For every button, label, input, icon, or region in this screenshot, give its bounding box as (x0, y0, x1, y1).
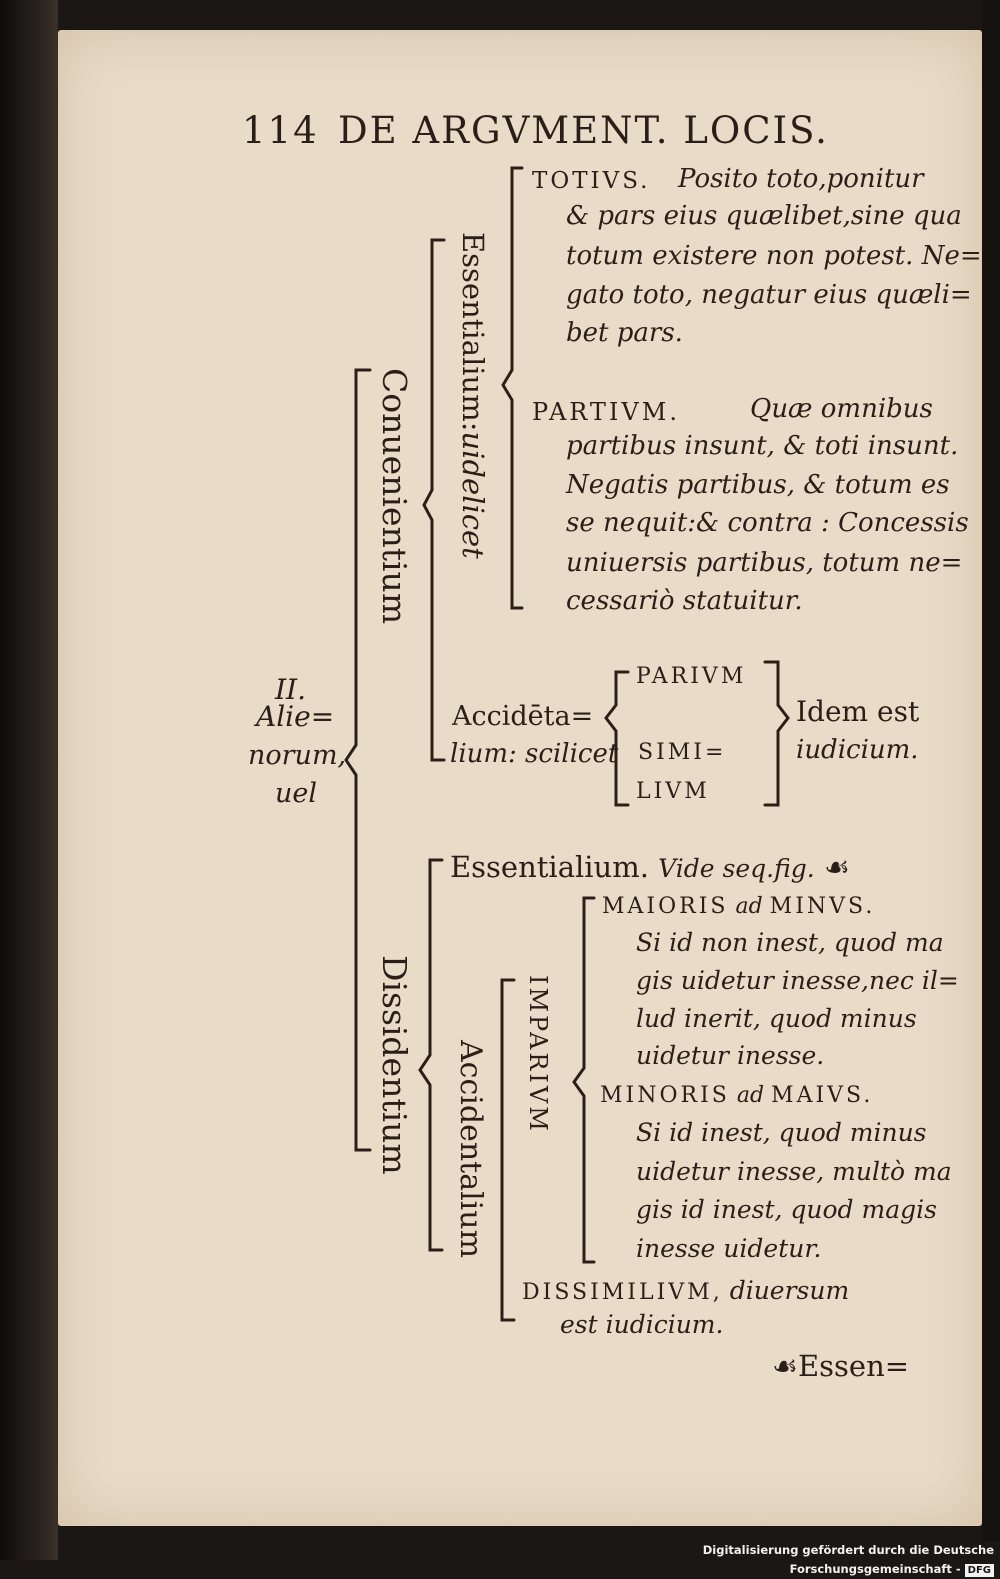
dissimilium-heading: DISSIMILIVM, diuersum (522, 1276, 850, 1305)
partium-line-2: partibus insunt, & toti insunt. (566, 431, 959, 461)
totius-line-1: Posito toto,ponitur (678, 164, 924, 194)
similium-label-1: SIMI= (638, 740, 727, 765)
totius-line-3: totum existere non potest. Ne= (566, 241, 982, 271)
dissidentium-label: Dissidentium (375, 955, 414, 1175)
dissidentium-essentialium: Essentialium. Vide seq.fig. ☙ (450, 850, 850, 884)
dissimilium-line-2: est iudicium. (560, 1310, 724, 1339)
minoris-heading: MINORIS ad MAIVS. (600, 1083, 874, 1108)
minoris-line-1: Si id inest, quod minus (636, 1118, 927, 1147)
left-label-line3: norum, (248, 740, 347, 771)
totius-line-2: & pars eius quælibet,sine qua (566, 201, 962, 231)
fleuron-icon: ☙ (772, 1349, 798, 1383)
left-label-line1: II. (275, 673, 307, 706)
maioris-line-4: uidetur inesse. (636, 1041, 825, 1070)
maioris-line-2: gis uidetur inesse,nec il= (636, 966, 959, 995)
minoris-line-3: gis id inest, quod magis (636, 1195, 937, 1224)
conuenientium-label: Conuenientium (375, 368, 414, 625)
totius-heading: TOTIVS. (532, 168, 651, 194)
partium-line-6: cessariò statuitur. (566, 586, 803, 616)
partium-heading: PARTIVM. (532, 398, 680, 426)
maioris-line-1: Si id non inest, quod ma (636, 928, 944, 957)
partium-line-1: Quæ omnibus (750, 394, 933, 424)
minoris-line-4: inesse uidetur. (636, 1234, 822, 1263)
minoris-line-2: uidetur inesse, multò ma (636, 1157, 952, 1186)
left-label-line4: uel (275, 778, 318, 809)
totius-line-5: bet pars. (566, 318, 683, 348)
idem-est-line1: Idem est (796, 695, 920, 728)
digitization-credit: Digitalisierung gefördert durch die Deutsche Forschungsgemeinschaft - DFG (600, 1541, 1000, 1560)
maioris-heading: MAIORIS ad MINVS. (602, 894, 876, 919)
imparium-vertical-label: IMPARIVM (524, 975, 552, 1134)
parium-label: PARIVM (636, 664, 747, 689)
idem-est-line2: iudicium. (796, 735, 919, 765)
partium-line-4: se nequit:& contra : Concessis (566, 508, 969, 538)
catchword: ☙Essen= (772, 1349, 910, 1383)
totius-line-4: gato toto, negatur eius quæli= (566, 280, 972, 310)
running-title: DE ARGVMENT. LOCIS. (338, 109, 829, 152)
partium-line-5: uniuersis partibus, totum ne= (566, 548, 963, 578)
partium-line-3: Negatis partibus, & totum es (566, 470, 950, 500)
maioris-line-3: lud inerit, quod minus (636, 1004, 917, 1033)
accidentalium-label-line2: lium: scilicet (450, 739, 619, 769)
similium-label-2: LIVM (636, 779, 710, 804)
accidentalium-vertical-label: Accidentalium (453, 1040, 488, 1259)
page-number: 114 (242, 109, 319, 152)
essentialium-vertical-label: Essentialium:uidelicet (456, 232, 490, 559)
dfg-logo: DFG (965, 1564, 994, 1577)
accidentalium-label-line1: Accidēta= (452, 701, 594, 732)
left-label-line2: Alie= (256, 700, 335, 733)
fleuron-icon: ☙ (823, 850, 850, 884)
